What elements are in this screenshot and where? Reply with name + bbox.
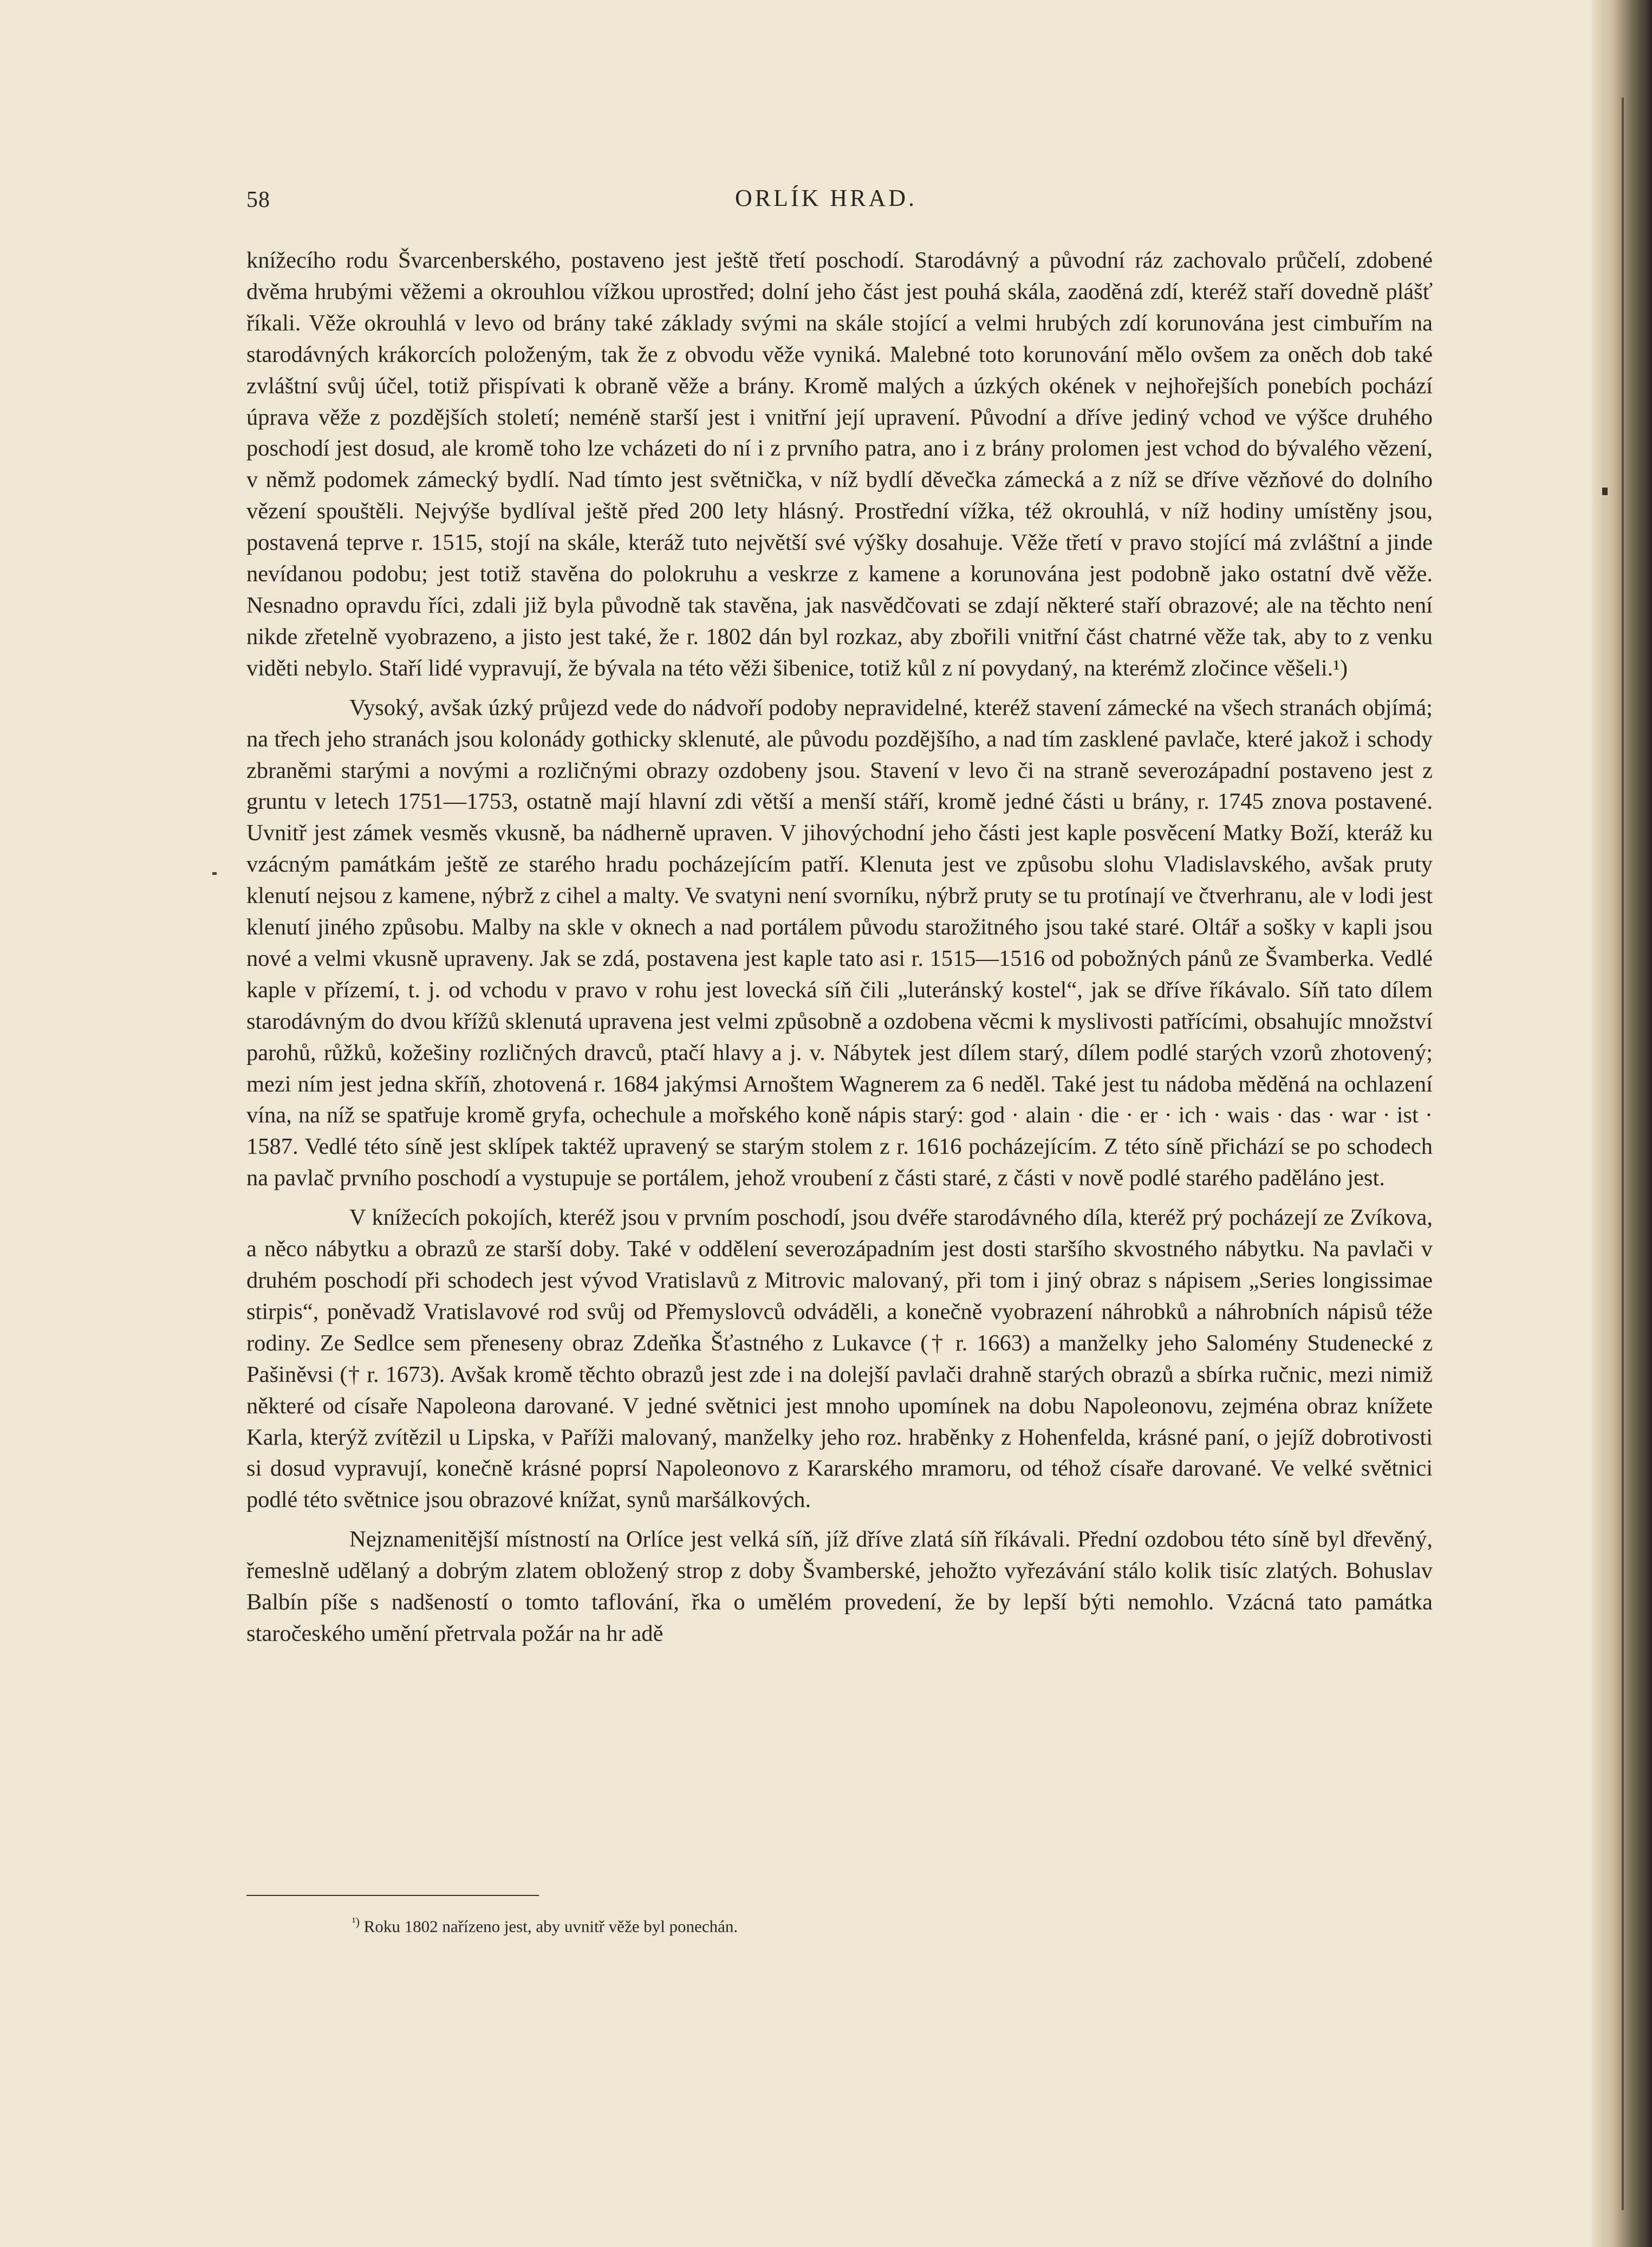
paragraph-3: V knížecích pokojích, kteréž jsou v prvním poschodí, jsou dvéře starodávného díla, kteréž prý pocházejí ze Zvíkova, a něco nábytku a obrazů ze starší doby. Také v oddělení severozápadním jest dosti staršího skvostného nábytku. Na pavlači v druhém poschodí při schodech jest vývod Vratislavů z Mitrovic malovaný, při tom i jiný obraz s nápisem „Series longissimae stirpis“, poněvadž Vratislavové rod svůj od Přemyslovců odváděli, a konečně vyobrazení náhrobků a náhrobních nápisů téže rodiny. Ze Sedlce sem přeneseny obraz Zdeňka Šťastného z Lukavce († r. 1663) a manželky jeho Salomény Studenecké z Pašiněvsi († r. 1673). Avšak kromě těchto obrazů jest zde i na dolejší pavlači drahně starých obrazů a sbírka ručnic, mezi nimiž některé od císaře Napoleona darované. V jedné světnici jest mnoho upomínek na dobu Napoleonovu, zejména obraz knížete Karla, kterýž zvítězil u Lipska, v Paříži malovaný, manželky jeho roz. hraběnky z Hohenfelda, krásné paní, o jejíž dobrotivosti si dosud vypravují, konečně krásné poprsí Napoleonovo z Kararského mramoru, od téhož císaře darované. Ve velké světnici podlé této světnice jsou obrazové knížat, synů maršálkových. [246,1205,1433,1513]
footnote-text: Roku 1802 nařízeno jest, aby uvnitř věže byl ponechán. [363,1917,738,1936]
footnote-marker: ¹) [352,1915,360,1928]
page-number: 58 [246,187,270,212]
body-text [246,245,1433,1658]
paragraph-2: Vysoký, avšak úzký průjezd vede do nádvoří podoby nepravidelné, kteréž stavení zámecké na všech stranách objímá; na třech jeho stranách jsou kolonády gothicky sklenuté, ale původu pozdějšího, a nad tím zasklené pavlače, které jakož i schody zbraněmi starými a novými a rozličnými obrazy ozdobeny jsou. Stavení v levo či na straně severozápadní postaveno jest z gruntu v letech 1751—1753, ostatně mají hlavní zdi větší a menší stáří, kromě jedné části u brány, r. 1745 znova postavené. Uvnitř jest zámek vesměs vkusně, ba nádherně upraven. V jihovýchodní jeho části jest kaple posvěcení Matky Boží, kteráž ku vzácným památkám ještě ze starého hradu pocházejícím patří. Klenuta jest ve způsobu slohu Vladislavského, avšak pruty klenutí nejsou z kamene, nýbrž z cihel a malty. Ve svatyni není svorníku, nýbrž pruty se tu protínají ve čtverhranu, ale v lodi jest klenutí jiného způsobu. Malby na skle v oknech a nad portálem původu starožitného jsou také staré. Oltář a sošky v kapli jsou nové a velmi vkusně upraveny. Jak se zdá, postavena jest kaple tato asi r. 1515—1516 od pobožných pánů ze Švamberka. Vedlé kaple v přízemí, t. j. od vchodu v pravo v rohu jest lovecká síň čili „luteránský kostel“, jak se dříve říkávalo. Síň tato dílem starodávným do dvou křížů sklenutá upravena jest velmi způsobně a ozdobena věcmi k myslivosti patřícími, obsahujíc množství parohů, růžků, kožešiny rozličných dravců, ptačí hlavy a j. v. Nábytek jest dílem starý, dílem podlé starých vzorů zhotovený; mezi ním jest jedna skříň, zhotovená r. 1684 jakýmsi Arnoštem Wagnerem za 6 neděl. Také jest tu nádoba měděná na ochlazení vína, na níž se spatřuje kromě gryfa, ochechule a mořského koně nápis starý: god · alain · die · er · ich · wais · das · war · ist · 1587. Vedlé této síně jest sklípek taktéž upravený se starým stolem z r. 1616 pocházejícím. Z této síně přichází se po schodech na pavlač prvního poschodí a vystupuje se portálem, jehož vroubení z části staré, z části v nově podlé starého paděláno jest. [246,694,1433,1191]
footnote-rule [246,1895,539,1896]
paragraph-1: knížecího rodu Švarcenberského, postaveno jest ještě třetí poschodí. Starodávný a původní ráz zachovalo průčelí, zdobené dvěma hrubými věžemi a okrouhlou vížkou uprostřed; dolní jeho část jest pouhá skála, zaoděná zdí, kteréž staří dovedně plášť říkali. Věže okrouhlá v levo od brány také základy svými na skále stojící a velmi hrubých zdí korunována jest cimbuřím na starodávných krákorcích položeným, tak že z obvodu věže vyniká. Malebné toto korunování mělo ovšem za oněch dob také zvláštní svůj účel, totiž přispívati k obraně věže a brány. Kromě malých a úzkých okének v nejhořejších ponebích pochází úprava věže z pozdějších století; neméně starší jest i vnitřní její upravení. Původní a dříve jediný vchod ve výšce druhého poschodí jest dosud, ale kromě toho lze vcházeti do ní i z prvního patra, ano i z brány prolomen jest vchod do bývalého vězení, v němž podomek zámecký bydlí. Nad tímto jest světnička, v níž bydlí děvečka zámecká a z níž se dříve vězňové do dolního vězení spouštěli. Nejvýše bydlíval ještě před 200 lety hlásný. Prostřední vížka, též okrouhlá, v níž hodiny umístěny jsou, postavená teprve r. 1515, stojí na skále, kteráž tuto největší své výšky dosahuje. Věže třetí v pravo stojící má zvláštní a jinde nevídanou podobu; jest totiž stavěna do polokruhu a veskrze z kamene a korunována jest podobně jako ostatní dvě věže. Nesnadno opravdu říci, zdali již byla původně tak stavěna, jak nasvědčovati se zdají některé staří obrazové; ale na těchto není nikde zřetelně vyobrazeno, a jisto jest také, že r. 1802 dán byl rozkaz, aby zbořili vnitřní část chatrné věže tak, aby to z venku viděti nebylo. Staří lidé vypravují, že bývala na této věži šibenice, totiž kůl z ní povydaný, na kterémž zločince věšeli.¹) [246,248,1433,681]
margin-mark [212,872,217,875]
paragraph-4: Nejznamenitější místností na Orlíce jest velká síň, jíž dříve zlatá síň říkávali. Přední ozdobou této síně byl dřevěný, řemeslně udělaný a dobrým zlatem obložený strop z doby Švamberské, jehožto vyřezávání stálo kolik tisíc zlatých. Bohuslav Balbín píše s nadšeností o tomto taflování, řka o umělém provedení, že by lepší býti nemohlo. Vzácná tato památka staročeského umění přetrvala požár na hr adě [246,1527,1433,1646]
binding-shadow-line [1622,98,1624,2210]
page-edge-mark [1602,488,1608,495]
footnote [352,1911,738,1937]
running-head: ORLÍK HRAD. [734,185,918,211]
